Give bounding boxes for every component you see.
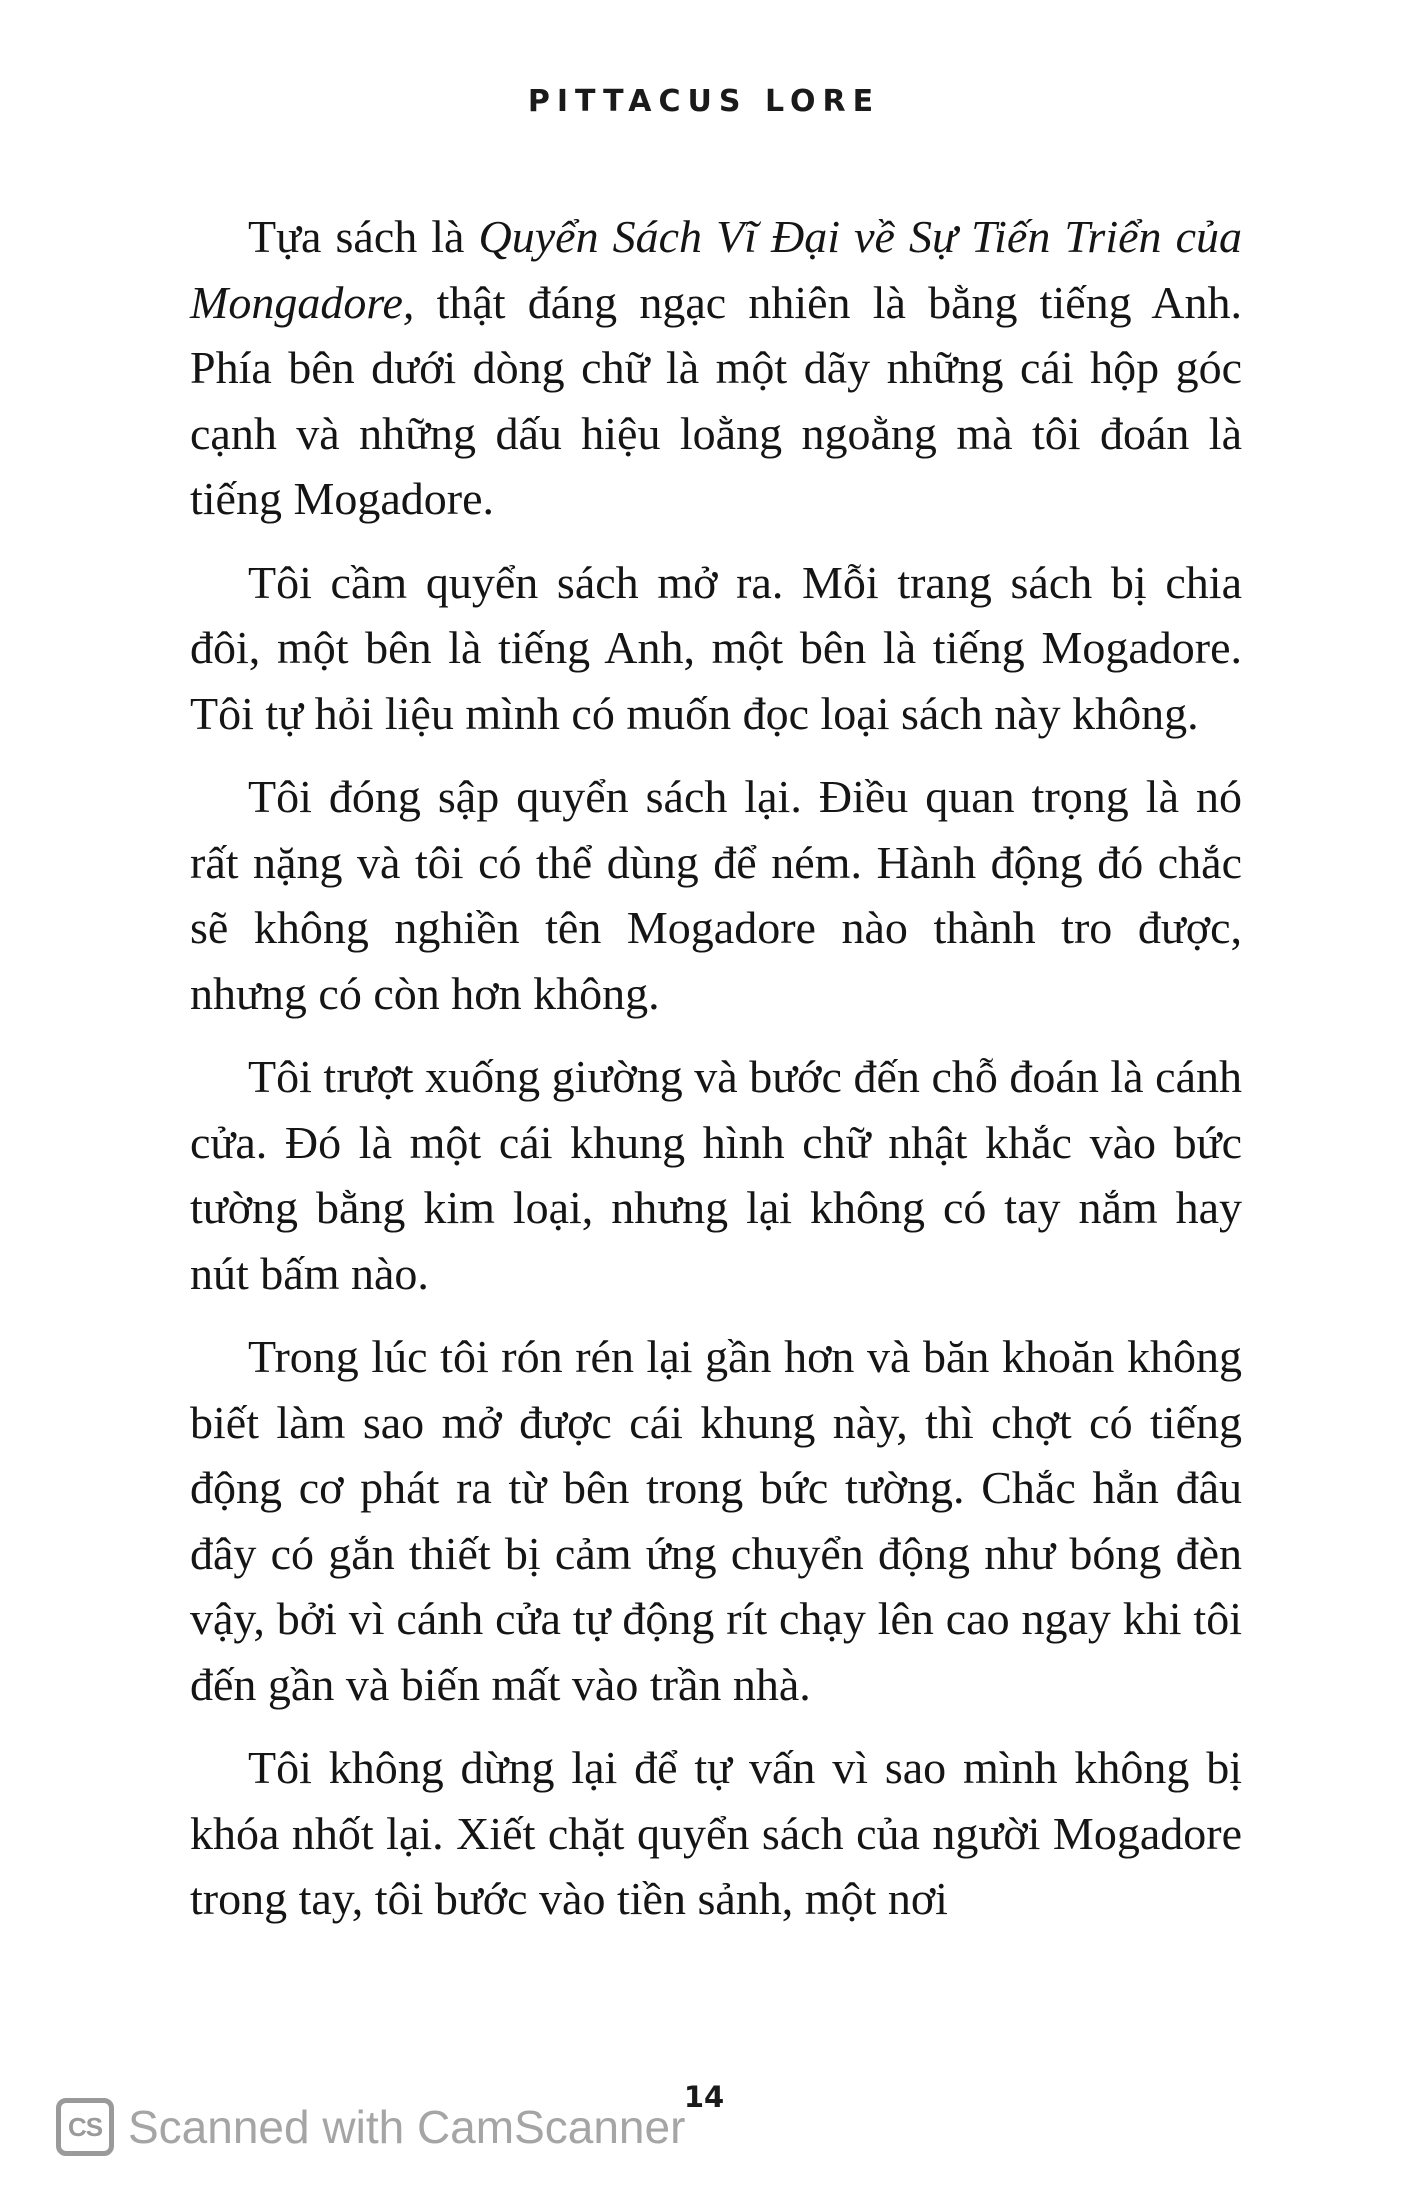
- paragraph-1: [190, 204, 1242, 532]
- paragraph-2: Tôi cầm quyển sách mở ra. Mỗi trang sách bị chia đôi, một bên là tiếng Anh, một bên là tiếng Mogadore. Tôi tự hỏi liệu mình có muốn đọc loại sách này không.: [190, 556, 1242, 739]
- running-head: PITTACUS LORE: [527, 84, 881, 119]
- paragraph-1-end: thật đáng ngạc nhiên là bằng tiếng Anh. Phía bên dưới dòng chữ là một dãy những cái hộp góc cạnh và những dấu hiệu loằng ngoằng mà tôi đoán là tiếng Mogadore.: [190, 276, 1242, 524]
- book-title: Quyển Sách Vĩ Đại về Sự Tiến Triển của Mongadore,: [190, 211, 1242, 328]
- paragraph-4: Tôi trượt xuống giường và bước đến chỗ đoán là cánh cửa. Đó là một cái khung hình chữ nhật khắc vào bức tường bằng kim loại, nhưng lại không có tay nắm hay nút bấm nào.: [190, 1051, 1242, 1299]
- body-text: [190, 204, 1242, 1950]
- paragraph-6: Tôi không dừng lại để tự vấn vì sao mình không bị khóa nhốt lại. Xiết chặt quyển sách của người Mogadore trong tay, tôi bước vào tiền sảnh, một nơi: [190, 1742, 1242, 1924]
- paragraph-1-start: Tựa sách là: [248, 211, 479, 262]
- camscanner-watermark: [56, 2098, 685, 2156]
- paragraph-3: Tôi đóng sập quyển sách lại. Điều quan trọng là nó rất nặng và tôi có thể dùng để ném. Hành động đó chắc sẽ không nghiền tên Mogadore nào thành tro được, nhưng có còn hơn không.: [190, 771, 1242, 1019]
- paragraph-5: Trong lúc tôi rón rén lại gần hơn và băn khoăn không biết làm sao mở được cái khung này, thì chợt có tiếng động cơ phát ra từ bên trong bức tường. Chắc hẳn đâu đây có gắn thiết bị cảm ứng chuyển động như bóng đèn vậy, bởi vì cánh cửa tự động rít chạy lên cao ngay khi tôi đến gần và biến mất vào trần nhà.: [190, 1331, 1242, 1710]
- watermark-text: Scanned with CamScanner: [128, 2101, 686, 2153]
- camscanner-logo-icon: CS: [56, 2098, 114, 2156]
- page-number: 14: [683, 2080, 725, 2114]
